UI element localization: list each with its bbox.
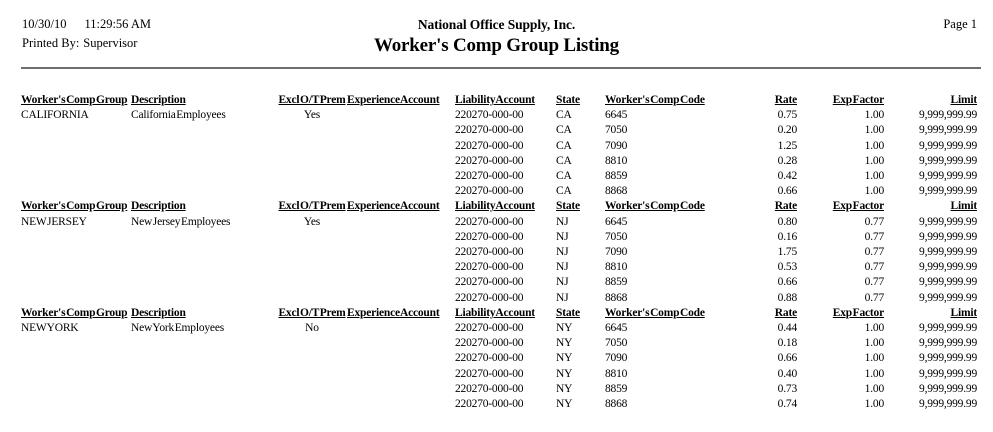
state-cell: NJ: [556, 246, 569, 259]
column-header: [797, 93, 884, 108]
empty-cell: [277, 245, 347, 260]
rate-cell: 0.28: [777, 154, 797, 167]
empty-cell: [131, 230, 277, 245]
column-header-label: Worker's Comp Code: [605, 306, 705, 319]
excl-ot-prem-cell: No: [305, 322, 319, 335]
limit-cell: 9,999,999.99: [919, 322, 977, 335]
exp-factor-cell: 0.77: [864, 291, 884, 304]
exp-factor-cell: 1.00: [864, 382, 884, 395]
limit-cell: 9,999,999.99: [919, 154, 977, 167]
empty-cell: [21, 260, 131, 275]
description-cell: New Jersey Employees: [131, 215, 231, 228]
column-header: [556, 306, 605, 321]
rate-cell: 1.75: [777, 246, 797, 259]
exp-factor-cell: 0.77: [864, 261, 884, 274]
rate-cell: 0.40: [777, 367, 797, 380]
empty-cell: [277, 336, 347, 351]
printed-by-label: Printed By:: [22, 36, 80, 50]
column-header-label: Experience Account: [347, 200, 440, 213]
rate-cell: 0.16: [777, 230, 797, 243]
state-cell: NY: [556, 337, 573, 350]
empty-cell: [21, 245, 131, 260]
column-header-label: Experience Account: [347, 94, 440, 106]
empty-cell: [347, 351, 455, 366]
page-number: Page 1: [943, 17, 977, 31]
column-header: [347, 199, 455, 214]
column-header-label: Excl O/T Prem: [278, 94, 346, 106]
liability-account-cell: 220270-000-00: [455, 337, 524, 350]
exp-factor-cell: 0.77: [864, 276, 884, 289]
limit-cell: 9,999,999.99: [919, 170, 977, 183]
report-table: [21, 93, 977, 412]
column-header: [884, 199, 977, 214]
empty-cell: [21, 367, 131, 382]
state-cell: NJ: [556, 261, 569, 274]
column-header: [745, 199, 797, 214]
exp-factor-cell: 1.00: [864, 170, 884, 183]
experience-account-cell: [347, 321, 455, 336]
empty-cell: [131, 351, 277, 366]
empty-cell: [347, 336, 455, 351]
empty-cell: [131, 245, 277, 260]
column-header-label: Worker's Comp Group: [21, 306, 128, 319]
empty-cell: [131, 275, 277, 290]
empty-cell: [21, 169, 131, 184]
exp-factor-cell: 1.00: [864, 139, 884, 152]
table-row: [21, 139, 977, 154]
column-header: [455, 93, 556, 108]
column-header-label: Limit: [950, 306, 977, 319]
table-row: [21, 184, 977, 199]
state-cell: NJ: [556, 215, 569, 228]
limit-cell: 9,999,999.99: [919, 246, 977, 259]
column-header: [745, 306, 797, 321]
rate-cell: 0.53: [777, 261, 797, 274]
liability-account-cell: 220270-000-00: [455, 139, 524, 152]
column-header: [131, 93, 277, 108]
column-header-label: Liability Account: [455, 94, 535, 106]
exp-factor-cell: 1.00: [864, 322, 884, 335]
limit-cell: 9,999,999.99: [919, 352, 977, 365]
column-header: [605, 199, 745, 214]
column-header-label: Description: [131, 306, 186, 319]
empty-cell: [21, 275, 131, 290]
column-header-label: Rate: [774, 200, 797, 213]
empty-cell: [21, 382, 131, 397]
empty-cell: [131, 382, 277, 397]
liability-account-cell: 220270-000-00: [455, 215, 524, 228]
column-header-label: Exp Factor: [832, 200, 884, 213]
state-cell: CA: [556, 124, 572, 137]
column-header: [277, 199, 347, 214]
state-cell: CA: [556, 170, 572, 183]
printed-by-value: Supervisor: [83, 36, 138, 50]
liability-account-cell: 220270-000-00: [455, 185, 524, 198]
liability-account-cell: 220270-000-00: [455, 291, 524, 304]
exp-factor-cell: 0.77: [864, 246, 884, 259]
column-header: [455, 306, 556, 321]
column-header: [556, 93, 605, 108]
comp-code-cell: 8868: [605, 291, 628, 304]
column-header: [605, 93, 745, 108]
column-header-label: Limit: [950, 94, 977, 106]
state-cell: CA: [556, 139, 572, 152]
liability-account-cell: 220270-000-00: [455, 322, 524, 335]
comp-code-cell: 7050: [605, 230, 628, 243]
exp-factor-cell: 1.00: [864, 109, 884, 122]
table-row: [21, 397, 977, 412]
liability-account-cell: 220270-000-00: [455, 367, 524, 380]
state-cell: NJ: [556, 276, 569, 289]
empty-cell: [347, 397, 455, 412]
table-row: [21, 230, 977, 245]
experience-account-cell: [347, 215, 455, 230]
empty-cell: [277, 291, 347, 306]
column-header: [21, 306, 131, 321]
column-header-label: Description: [131, 94, 186, 106]
table-row: [21, 169, 977, 184]
exp-factor-cell: 1.00: [864, 352, 884, 365]
empty-cell: [131, 139, 277, 154]
group-row: [21, 108, 977, 123]
limit-cell: 9,999,999.99: [919, 382, 977, 395]
comp-code-cell: 7090: [605, 246, 628, 259]
empty-cell: [21, 336, 131, 351]
empty-cell: [277, 123, 347, 138]
empty-cell: [347, 367, 455, 382]
comp-code-cell: 7050: [605, 124, 628, 137]
state-cell: NY: [556, 352, 573, 365]
liability-account-cell: 220270-000-00: [455, 276, 524, 289]
description-cell: California Employees: [131, 109, 226, 122]
column-header-label: Experience Account: [347, 306, 440, 319]
empty-cell: [277, 351, 347, 366]
column-header: [131, 199, 277, 214]
limit-cell: 9,999,999.99: [919, 109, 977, 122]
empty-cell: [277, 367, 347, 382]
limit-cell: 9,999,999.99: [919, 215, 977, 228]
comp-code-cell: 8868: [605, 185, 628, 198]
limit-cell: 9,999,999.99: [919, 367, 977, 380]
table-row: [21, 336, 977, 351]
empty-cell: [347, 260, 455, 275]
limit-cell: 9,999,999.99: [919, 230, 977, 243]
table-row: [21, 275, 977, 290]
column-header-label: Excl O/T Prem: [278, 306, 346, 319]
liability-account-cell: 220270-000-00: [455, 352, 524, 365]
rate-cell: 0.66: [777, 185, 797, 198]
comp-code-cell: 8859: [605, 382, 628, 395]
empty-cell: [347, 154, 455, 169]
rate-cell: 0.66: [777, 276, 797, 289]
rate-cell: 0.66: [777, 352, 797, 365]
empty-cell: [277, 139, 347, 154]
empty-cell: [347, 382, 455, 397]
empty-cell: [131, 260, 277, 275]
group-name-cell: NEW JERSEY: [21, 215, 87, 228]
column-header-label: Rate: [774, 94, 797, 106]
comp-code-cell: 8810: [605, 261, 628, 274]
column-header: [277, 93, 347, 108]
empty-cell: [21, 154, 131, 169]
empty-cell: [347, 291, 455, 306]
exp-factor-cell: 0.77: [864, 215, 884, 228]
column-header-label: Worker's Comp Group: [21, 200, 128, 213]
column-header-label: Liability Account: [455, 200, 535, 213]
state-cell: NY: [556, 398, 573, 411]
limit-cell: 9,999,999.99: [919, 291, 977, 304]
exp-factor-cell: 1.00: [864, 124, 884, 137]
table-row: [21, 260, 977, 275]
column-header: [797, 199, 884, 214]
column-header-label: Rate: [774, 306, 797, 319]
rate-cell: 0.42: [777, 170, 797, 183]
column-header: [455, 199, 556, 214]
state-cell: NJ: [556, 291, 569, 304]
column-header: [797, 306, 884, 321]
table-header-row: [21, 93, 977, 108]
table-row: [21, 351, 977, 366]
exp-factor-cell: 1.00: [864, 154, 884, 167]
column-header: [347, 93, 455, 108]
rate-cell: 0.88: [777, 291, 797, 304]
comp-code-cell: 8868: [605, 398, 628, 411]
empty-cell: [21, 291, 131, 306]
empty-cell: [277, 184, 347, 199]
limit-cell: 9,999,999.99: [919, 398, 977, 411]
table-header-row: [21, 199, 977, 214]
rate-cell: 0.75: [777, 109, 797, 122]
liability-account-cell: 220270-000-00: [455, 109, 524, 122]
empty-cell: [21, 230, 131, 245]
comp-code-cell: 7090: [605, 352, 628, 365]
table-header-row: [21, 306, 977, 321]
empty-cell: [131, 154, 277, 169]
state-cell: NJ: [556, 230, 569, 243]
empty-cell: [277, 260, 347, 275]
comp-code-cell: 6645: [605, 322, 628, 335]
table-row: [21, 291, 977, 306]
column-header: [884, 93, 977, 108]
column-header-label: Worker's Comp Group: [21, 94, 128, 106]
column-header-label: Exp Factor: [832, 306, 884, 319]
report-table-body: [21, 93, 977, 412]
state-cell: NY: [556, 382, 573, 395]
empty-cell: [131, 397, 277, 412]
liability-account-cell: 220270-000-00: [455, 230, 524, 243]
comp-code-cell: 6645: [605, 215, 628, 228]
column-header: [884, 306, 977, 321]
state-cell: NY: [556, 322, 573, 335]
column-header: [605, 306, 745, 321]
column-header-label: State: [556, 200, 580, 213]
exp-factor-cell: 1.00: [864, 398, 884, 411]
empty-cell: [21, 351, 131, 366]
table-row: [21, 382, 977, 397]
column-header: [347, 306, 455, 321]
table-row: [21, 154, 977, 169]
empty-cell: [347, 169, 455, 184]
rate-cell: 0.80: [777, 215, 797, 228]
table-row: [21, 123, 977, 138]
empty-cell: [21, 123, 131, 138]
exp-factor-cell: 1.00: [864, 185, 884, 198]
empty-cell: [347, 245, 455, 260]
liability-account-cell: 220270-000-00: [455, 398, 524, 411]
exp-factor-cell: 0.77: [864, 230, 884, 243]
empty-cell: [21, 397, 131, 412]
column-header-label: Worker's Comp Code: [605, 94, 705, 106]
group-row: [21, 321, 977, 336]
table-row: [21, 245, 977, 260]
column-header-label: Worker's Comp Code: [605, 200, 705, 213]
comp-code-cell: 7050: [605, 337, 628, 350]
empty-cell: [277, 169, 347, 184]
comp-code-cell: 6645: [605, 109, 628, 122]
comp-code-cell: 8859: [605, 276, 628, 289]
comp-code-cell: 8810: [605, 367, 628, 380]
exp-factor-cell: 1.00: [864, 337, 884, 350]
empty-cell: [277, 230, 347, 245]
column-header: [745, 93, 797, 108]
limit-cell: 9,999,999.99: [919, 261, 977, 274]
report-title: Worker's Comp Group Listing: [374, 35, 619, 56]
empty-cell: [131, 169, 277, 184]
empty-cell: [277, 275, 347, 290]
empty-cell: [277, 154, 347, 169]
company-name: National Office Supply, Inc.: [417, 17, 576, 32]
excl-ot-prem-cell: Yes: [303, 109, 321, 122]
column-header: [556, 199, 605, 214]
state-cell: CA: [556, 185, 572, 198]
print-date: 10/30/10: [22, 17, 67, 31]
liability-account-cell: 220270-000-00: [455, 170, 524, 183]
limit-cell: 9,999,999.99: [919, 124, 977, 137]
group-name-cell: NEW YORK: [21, 322, 79, 335]
empty-cell: [277, 397, 347, 412]
empty-cell: [131, 123, 277, 138]
limit-cell: 9,999,999.99: [919, 139, 977, 152]
empty-cell: [277, 382, 347, 397]
liability-account-cell: 220270-000-00: [455, 124, 524, 137]
empty-cell: [131, 336, 277, 351]
empty-cell: [131, 291, 277, 306]
liability-account-cell: 220270-000-00: [455, 246, 524, 259]
empty-cell: [21, 139, 131, 154]
empty-cell: [21, 184, 131, 199]
rate-cell: 0.73: [777, 382, 797, 395]
column-header: [21, 93, 131, 108]
column-header-label: Exp Factor: [832, 94, 884, 106]
state-cell: NY: [556, 367, 573, 380]
column-header-label: Description: [131, 200, 186, 213]
empty-cell: [131, 184, 277, 199]
liability-account-cell: 220270-000-00: [455, 261, 524, 274]
empty-cell: [347, 275, 455, 290]
exp-factor-cell: 1.00: [864, 367, 884, 380]
comp-code-cell: 7090: [605, 139, 628, 152]
rate-cell: 1.25: [777, 139, 797, 152]
rate-cell: 0.44: [777, 322, 797, 335]
comp-code-cell: 8810: [605, 154, 628, 167]
column-header: [131, 306, 277, 321]
excl-ot-prem-cell: Yes: [303, 215, 321, 228]
header-divider: [21, 67, 981, 69]
column-header-label: State: [556, 306, 580, 319]
rate-cell: 0.20: [777, 124, 797, 137]
print-time: 11:29:56 AM: [84, 17, 152, 31]
limit-cell: 9,999,999.99: [919, 337, 977, 350]
state-cell: CA: [556, 154, 572, 167]
column-header: [277, 306, 347, 321]
group-name-cell: CALIFORNIA: [21, 109, 89, 122]
rate-cell: 0.74: [777, 398, 797, 411]
rate-cell: 0.18: [777, 337, 797, 350]
empty-cell: [347, 123, 455, 138]
liability-account-cell: 220270-000-00: [455, 154, 524, 167]
empty-cell: [347, 184, 455, 199]
table-row: [21, 367, 977, 382]
limit-cell: 9,999,999.99: [919, 276, 977, 289]
comp-code-cell: 8859: [605, 170, 628, 183]
group-row: [21, 215, 977, 230]
column-header-label: Liability Account: [455, 306, 535, 319]
column-header-label: Excl O/T Prem: [278, 200, 346, 213]
experience-account-cell: [347, 108, 455, 123]
column-header: [21, 199, 131, 214]
liability-account-cell: 220270-000-00: [455, 382, 524, 395]
column-header-label: Limit: [950, 200, 977, 213]
state-cell: CA: [556, 109, 572, 122]
description-cell: New York Employees: [131, 322, 225, 335]
empty-cell: [347, 139, 455, 154]
column-header-label: State: [556, 94, 580, 106]
empty-cell: [131, 367, 277, 382]
limit-cell: 9,999,999.99: [919, 185, 977, 198]
empty-cell: [347, 230, 455, 245]
